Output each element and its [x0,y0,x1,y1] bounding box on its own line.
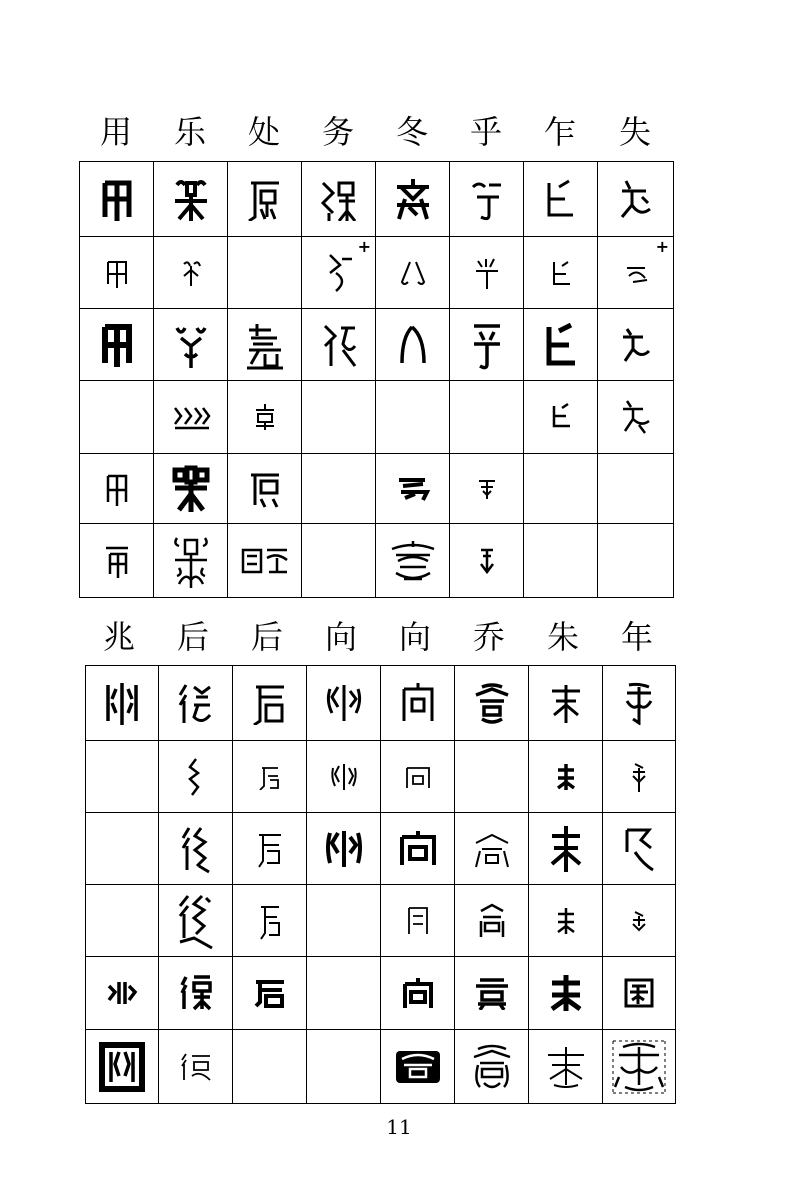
glyph-cell [529,885,603,957]
glyph-cell [228,309,302,381]
glyph-cell [381,1030,455,1104]
seal-glyph [171,464,211,514]
glyph-cell [603,957,676,1030]
seal-glyph [546,402,576,432]
glyph-cell [307,741,381,813]
glyph-cell [529,741,603,813]
seal-glyph [477,901,507,941]
seal-glyph [97,177,137,221]
seal-glyph [243,320,287,370]
seal-glyph [472,976,512,1010]
glyph-cell [524,237,598,309]
heading-char: 乐 [173,113,206,151]
glyph-cell [86,666,159,741]
glyph-cell [455,885,529,957]
seal-glyph [178,1050,214,1084]
heading-char: 处 [247,113,280,151]
glyph-cell [154,237,228,309]
glyph-cell [159,741,233,813]
glyph-cell [233,957,307,1030]
plus-mark: + [655,237,669,256]
glyph-cell [376,454,450,524]
top-glyph-grid [79,161,674,598]
glyph-cell [80,381,154,454]
glyph-cell [598,162,674,237]
seal-glyph [324,681,364,725]
heading-char: 失 [618,113,651,151]
glyph-cell [80,237,154,309]
glyph-cell [228,162,302,237]
glyph-cell [154,309,228,381]
seal-glyph [546,258,576,288]
seal-glyph [619,681,659,725]
heading-char: 后 [250,618,283,656]
seal-glyph [252,978,288,1008]
bottom-glyph-grid [85,665,676,1104]
glyph-cell [450,381,524,454]
seal-glyph [171,532,211,590]
glyph-cell [524,309,598,381]
seal-glyph [250,402,280,432]
glyph-cell [529,666,603,741]
glyph-cell [598,524,674,598]
glyph-cell [376,381,450,454]
heading-char: 乍 [543,113,576,151]
seal-glyph [405,904,431,938]
seal-glyph [477,546,497,576]
seal-glyph [546,681,586,725]
glyph-cell [228,381,302,454]
seal-glyph [398,681,438,725]
glyph-cell [233,1030,307,1104]
glyph-cell [307,957,381,1030]
glyph-cell [86,957,159,1030]
glyph-cell [302,381,376,454]
seal-glyph [319,177,359,221]
glyph-cell [381,813,455,885]
seal-glyph [388,539,438,583]
glyph-cell [603,1030,676,1104]
glyph-cell [80,454,154,524]
seal-glyph [629,908,649,934]
page-number: 11 [386,1115,412,1139]
glyph-cell [307,1030,381,1104]
seal-glyph [475,477,499,501]
seal-glyph [401,976,435,1010]
seal-glyph [396,323,430,367]
glyph-cell [603,885,676,957]
glyph-cell [307,666,381,741]
glyph-cell [524,454,598,524]
glyph-cell [228,237,302,309]
seal-glyph [176,892,216,950]
seal-glyph [258,764,282,790]
seal-glyph [395,474,431,504]
seal-glyph [102,544,132,578]
glyph-cell [524,524,598,598]
glyph-cell [159,1030,233,1104]
seal-glyph [467,177,507,221]
glyph-cell [307,885,381,957]
seal-glyph [393,177,433,221]
seal-glyph [245,469,285,509]
seal-glyph [184,757,208,797]
heading-char: 务 [321,113,354,151]
seal-glyph [398,829,438,869]
seal-glyph [554,906,578,936]
glyph-cell [598,381,674,454]
seal-glyph [541,177,581,221]
glyph-cell [450,524,524,598]
glyph-cell [381,885,455,957]
glyph-cell [159,957,233,1030]
glyph-cell [233,741,307,813]
glyph-cell [302,162,376,237]
heading-char: 乔 [472,618,505,656]
seal-glyph [102,681,142,725]
glyph-cell [524,162,598,237]
seal-glyph [97,323,137,367]
glyph-cell [302,524,376,598]
seal-glyph [619,323,653,367]
seal-glyph [255,829,285,869]
glyph-cell [376,237,450,309]
seal-glyph [629,760,649,794]
glyph-cell [598,309,674,381]
glyph-cell [529,1030,603,1104]
glyph-cell [381,957,455,1030]
seal-glyph [245,177,285,221]
seal-glyph [257,901,283,941]
seal-glyph [470,1041,514,1093]
seal-glyph [616,177,656,221]
glyph-cell [524,381,598,454]
seal-glyph [324,827,364,871]
seal-glyph [102,258,132,288]
glyph-cell [159,885,233,957]
seal-glyph [176,258,206,288]
glyph-cell [159,813,233,885]
heading-char: 乎 [469,113,502,151]
glyph-cell [302,237,376,309]
seal-glyph [322,251,356,295]
seal-glyph [472,253,502,293]
heading-char: 兆 [102,618,135,656]
glyph-cell [307,813,381,885]
glyph-cell [455,813,529,885]
glyph-cell [159,666,233,741]
seal-glyph [398,258,428,288]
seal-glyph [541,323,581,367]
glyph-cell [376,162,450,237]
seal-stamp-glyph [394,1049,442,1085]
seal-glyph [176,681,216,725]
glyph-cell [86,813,159,885]
glyph-cell [86,1030,159,1104]
glyph-cell [455,741,529,813]
glyph-cell [376,309,450,381]
glyph-cell [529,957,603,1030]
seal-glyph [622,976,656,1010]
glyph-cell [233,885,307,957]
top-heading-row [79,112,673,152]
seal-glyph [470,320,504,370]
glyph-cell [381,741,455,813]
glyph-cell [302,309,376,381]
glyph-cell [228,524,302,598]
glyph-cell [450,454,524,524]
glyph-cell [80,524,154,598]
seal-glyph [403,762,433,792]
heading-char: 后 [176,618,209,656]
glyph-cell [598,454,674,524]
glyph-cell [80,162,154,237]
glyph-cell [450,309,524,381]
seal-glyph [178,973,214,1013]
glyph-cell [455,666,529,741]
heading-char: 用 [99,113,132,151]
heading-char: 向 [324,618,357,656]
seal-glyph [179,824,213,874]
seal-glyph [621,824,657,874]
glyph-cell [603,813,676,885]
plus-mark: + [357,237,371,256]
seal-glyph [619,397,653,437]
seal-stamp-glyph [609,1037,669,1097]
glyph-cell [80,309,154,381]
glyph-cell [603,666,676,741]
seal-glyph [105,978,139,1008]
seal-glyph [546,973,586,1013]
bottom-heading-row [82,617,674,657]
seal-glyph [171,402,211,432]
seal-glyph [472,681,512,725]
heading-char: 朱 [546,618,579,656]
glyph-cell [233,813,307,885]
heading-char: 向 [398,618,431,656]
seal-glyph [544,1045,588,1089]
seal-glyph [329,762,359,792]
glyph-cell [455,1030,529,1104]
glyph-cell [302,454,376,524]
glyph-cell [233,666,307,741]
seal-glyph [319,320,359,370]
seal-glyph [554,762,578,792]
glyph-cell [154,524,228,598]
glyph-cell [154,454,228,524]
seal-glyph [239,546,291,576]
glyph-cell [86,885,159,957]
seal-glyph [546,824,586,874]
glyph-cell [598,237,674,309]
glyph-cell [154,162,228,237]
seal-glyph [171,177,211,221]
glyph-cell [450,162,524,237]
seal-stamp-glyph [97,1040,147,1094]
glyph-cell [154,381,228,454]
glyph-cell [381,666,455,741]
heading-char: 冬 [395,113,428,151]
seal-glyph [621,258,651,288]
glyph-cell [455,957,529,1030]
glyph-cell [529,813,603,885]
glyph-cell [376,524,450,598]
glyph-cell [228,454,302,524]
glyph-cell [603,741,676,813]
heading-char: 年 [620,618,653,656]
seal-glyph [171,320,211,370]
seal-glyph [250,681,290,725]
seal-glyph [472,829,512,869]
glyph-cell [86,741,159,813]
glyph-cell [450,237,524,309]
seal-glyph [102,472,132,506]
